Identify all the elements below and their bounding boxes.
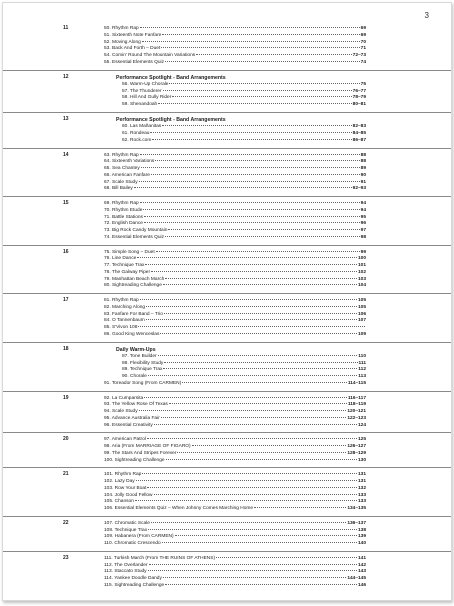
entry-pages: 146 — [357, 582, 366, 588]
entry-pages: 69 — [360, 26, 366, 31]
entry-pages: 125 — [357, 437, 366, 443]
entry-pages: 94 — [360, 207, 366, 213]
lesson-entries — [104, 555, 366, 589]
dot-leader — [155, 157, 359, 161]
lesson-number: 11 — [63, 25, 69, 31]
entry-pages: 71 — [360, 46, 366, 52]
entry-pages: 70 — [360, 39, 366, 45]
entry-title: 87. Tone Builder — [122, 353, 157, 359]
entry-title: 100. Sightreading Challenge — [104, 457, 165, 463]
entry-title: 92. La Cumparsita — [104, 395, 144, 401]
entry-title: 85. S'Vivon 108 — [104, 325, 138, 331]
lesson-number: 13 — [63, 115, 69, 122]
entry-pages: 102 — [357, 269, 366, 275]
entry-pages: 88 — [360, 152, 366, 158]
group-title: Performance Spotlight - Band Arrangements — [116, 116, 226, 123]
entry-pages: 88 — [360, 159, 366, 165]
lesson-number: 22 — [63, 519, 69, 526]
entry-title: 84. O Tannenbaum — [104, 318, 145, 324]
entry-title: 114. Yankee Doodle Dandy — [104, 576, 162, 582]
dot-leader — [162, 31, 359, 35]
entry-pages: 141 — [357, 555, 366, 561]
entry-pages: 98 — [360, 234, 366, 240]
entry-pages: 99 — [360, 249, 366, 255]
lesson-section — [3, 113, 451, 149]
lesson-section — [3, 71, 451, 113]
page-number: 3 — [424, 11, 429, 20]
lesson-entries — [104, 471, 366, 512]
lesson-number: 21 — [63, 471, 69, 478]
entry-pages: 134–135 — [347, 506, 366, 512]
dot-leader — [146, 316, 357, 320]
dot-leader — [165, 233, 360, 237]
entry-pages: 131 — [357, 479, 366, 485]
dot-leader — [143, 206, 359, 210]
entry-pages: 78–79 — [352, 95, 366, 101]
dot-leader — [164, 359, 357, 363]
dot-leader — [254, 504, 346, 508]
entry-title: 78. The Galway Piper — [104, 269, 151, 275]
dot-leader — [150, 129, 351, 133]
entry-title: 108. Technique Trax — [104, 527, 148, 533]
entry-title: 115. Sightreading Challenge — [104, 582, 165, 588]
dot-leader — [135, 497, 357, 501]
entry-pages: 133 — [357, 499, 366, 505]
entry-title: 81. Rhythm Rap — [104, 298, 139, 304]
entry-title: 55. Essential Elements Quiz — [104, 59, 164, 65]
entry-title: 82. Marching Along — [104, 304, 146, 310]
dot-leader — [165, 58, 360, 62]
entry-title: 54. Comin' Round The Mountain Variations — [104, 53, 196, 58]
entry-pages: 76–77 — [352, 88, 366, 94]
lesson-section — [3, 343, 451, 392]
entry-pages: 97 — [360, 228, 366, 234]
entry-pages: 120–121 — [347, 409, 366, 415]
entry-title: 94. Scale Study — [104, 409, 138, 415]
toc-entry — [104, 582, 366, 589]
entry-title: 79. Manhattan Beach March — [104, 276, 165, 282]
dot-leader — [149, 561, 357, 565]
entry-title: 91. Toreador Song (From CARMEN) — [104, 380, 182, 386]
lesson-section — [3, 392, 451, 434]
toc-entry — [104, 380, 366, 387]
entry-title: 68. Bill Bailey — [104, 186, 133, 192]
dot-leader — [144, 213, 360, 217]
entry-pages: 136–137 — [347, 520, 366, 526]
entry-title: 96. Essential Creativity — [104, 422, 153, 428]
dot-leader — [172, 93, 351, 97]
dot-leader — [154, 421, 357, 425]
lesson-section — [3, 22, 451, 71]
entry-title: 71. Battle Stations — [104, 214, 143, 220]
entry-title: 97. American Patrol — [104, 437, 146, 443]
group-title: Daily Warm-Ups — [116, 346, 156, 353]
toc-entry — [104, 59, 366, 66]
dot-leader — [158, 100, 351, 104]
table-of-contents — [3, 22, 451, 593]
entry-pages: 126–127 — [347, 444, 366, 450]
dot-leader — [148, 567, 357, 571]
dot-leader — [148, 526, 357, 530]
lesson-section — [3, 246, 451, 295]
dot-leader — [169, 400, 347, 404]
dot-leader — [148, 372, 357, 376]
entry-title: 110. Chromatic Crescendo — [104, 541, 161, 547]
entry-pages: 90 — [360, 172, 366, 178]
entry-title: 62. Rock.com — [122, 137, 152, 143]
entry-title: 98. Aria (From MARRIAGE OF FIGARO) — [104, 444, 191, 450]
dot-leader — [156, 248, 360, 252]
lesson-number: 19 — [63, 394, 69, 401]
entry-pages: 109 — [357, 331, 366, 337]
entry-pages: 110 — [358, 353, 366, 359]
entry-title: 89. Technique Trax — [122, 367, 163, 373]
entry-pages: 143 — [357, 569, 366, 575]
entry-title: 73. Big Rock Candy Mountain — [104, 228, 168, 234]
entry-pages: 128–129 — [347, 450, 366, 456]
dot-leader — [139, 407, 347, 411]
entry-title: 106. Essential Elements Quiz – When Johnny Comes Marching Home — [104, 506, 254, 512]
entry-title: 69. Rhythm Rap — [104, 201, 139, 207]
lesson-entries — [104, 75, 366, 108]
entry-title: 74. Essential Elements Quiz — [104, 234, 164, 240]
entry-pages: 124 — [357, 422, 366, 428]
toc-entry — [104, 137, 366, 144]
dot-leader — [165, 275, 357, 279]
entry-title: 111. Turkish March (From THE RUINS OF ATHENS) — [104, 555, 216, 561]
entry-title: 50. Rhythm Rap — [104, 26, 139, 31]
entry-title: 105. Chanson — [104, 499, 134, 505]
dot-leader — [151, 268, 357, 272]
lesson-section — [3, 294, 451, 343]
toc-entry — [104, 101, 366, 108]
entry-title: 90. Chorale — [122, 374, 147, 380]
entry-title: 107. Chromatic Scale — [104, 520, 150, 526]
entry-pages: 116–117 — [347, 395, 366, 401]
entry-title: 104. Jolly Good Fellow — [104, 492, 153, 498]
lesson-number: 17 — [63, 297, 69, 304]
entry-pages: 142 — [357, 562, 366, 568]
dot-leader — [161, 44, 359, 48]
dot-leader — [144, 219, 360, 223]
entry-pages: 140 — [357, 541, 366, 547]
entry-title: 76. Line Dance — [104, 256, 137, 262]
entry-pages: 101 — [357, 263, 366, 269]
dot-leader — [161, 414, 347, 418]
entry-title: 70. Rhythm Etude — [104, 207, 143, 213]
dot-leader — [136, 477, 357, 481]
entry-pages: 118–119 — [347, 402, 366, 408]
entry-pages: 112 — [358, 367, 366, 373]
dot-leader — [163, 365, 357, 369]
entry-pages: 74 — [360, 59, 366, 65]
entry-pages: 111 — [358, 360, 366, 366]
toc-entry — [104, 331, 366, 338]
dot-leader — [182, 379, 347, 383]
dot-leader — [166, 456, 357, 460]
dot-leader — [162, 539, 357, 543]
lesson-entries — [104, 249, 366, 290]
dot-leader — [168, 226, 359, 230]
dot-leader — [152, 136, 351, 140]
lesson-number: 12 — [63, 73, 69, 80]
lesson-section — [3, 468, 451, 517]
dot-leader — [151, 171, 360, 175]
entry-pages: 138 — [357, 527, 366, 533]
dot-leader — [163, 281, 357, 285]
toc-entry — [104, 234, 366, 241]
dot-leader — [160, 330, 357, 334]
group-title: Performance Spotlight - Band Arrangements — [116, 74, 226, 81]
entry-title: 51. Sixteenth Note Fanfare — [104, 32, 162, 38]
lesson-section — [3, 197, 451, 246]
toc-entry — [104, 540, 366, 547]
toc-entry — [104, 505, 366, 512]
lesson-number: 18 — [63, 345, 69, 352]
book-page — [2, 2, 452, 601]
entry-pages: 133 — [357, 492, 366, 498]
entry-pages: 82–83 — [352, 124, 366, 130]
dot-leader — [147, 484, 357, 488]
entry-title: 77. Technique Trax — [104, 263, 145, 269]
lesson-entries — [104, 520, 366, 547]
toc-entry — [104, 185, 366, 192]
entry-title: 103. Row Your Boat — [104, 485, 147, 491]
entry-title: 95. Advance Australia Fair — [104, 415, 160, 421]
dot-leader — [138, 323, 365, 327]
entry-title: 67. Scale Study — [104, 179, 138, 185]
entry-title: 58. Hill And Gully Rider — [122, 95, 172, 101]
entry-title: 88. Flexibility Study — [122, 360, 164, 366]
dot-leader — [145, 261, 357, 265]
entry-title: 64. Sixteenth Variations — [104, 159, 155, 165]
dot-leader — [141, 164, 360, 168]
entry-title: 113. Staccato Study — [104, 569, 147, 575]
entry-title: 59. Shenandoah — [122, 102, 158, 108]
lesson-entries — [104, 25, 366, 66]
dot-leader — [134, 184, 352, 188]
entry-pages: 103 — [357, 276, 366, 282]
dot-leader — [140, 24, 360, 28]
entry-pages: 105 — [357, 304, 366, 310]
lesson-section — [3, 552, 451, 593]
toc-entry — [104, 282, 366, 289]
entry-title: 99. The Stars And Stripes Forever — [104, 450, 177, 456]
entry-title: 112. The Overlander — [104, 562, 148, 568]
dot-leader — [164, 310, 357, 314]
entry-title: 57. The Thunderer — [122, 88, 162, 94]
dot-leader — [154, 491, 357, 495]
lesson-entries — [104, 200, 366, 241]
entry-pages: 114–115 — [347, 380, 366, 386]
entry-pages: 105 — [357, 298, 366, 304]
entry-title: 65. Sea Chantey — [104, 166, 140, 172]
entry-title: 52. Moving Along — [104, 39, 141, 45]
entry-pages: 91 — [360, 179, 366, 185]
entry-title: 66. American Fanfare — [104, 172, 150, 178]
lesson-entries — [104, 347, 366, 387]
entry-pages: 132 — [357, 485, 366, 491]
entry-title: 80. Sightreading Challenge — [104, 283, 162, 289]
dot-leader — [163, 574, 346, 578]
entry-pages: 139 — [357, 534, 366, 540]
entry-title: 86. Good King Wenceslas — [104, 331, 160, 337]
lesson-entries — [104, 395, 366, 429]
lesson-entries — [104, 152, 366, 193]
entry-title: 101. Rhythm Rap — [104, 472, 142, 478]
lesson-section — [3, 149, 451, 198]
entry-pages: 80–81 — [352, 102, 366, 108]
dot-leader — [140, 151, 360, 155]
dot-leader — [163, 87, 352, 91]
dot-leader — [162, 122, 351, 126]
entry-title: 75. Simple Song – Duet — [104, 249, 155, 255]
lesson-section — [3, 517, 451, 552]
entry-title: 72. English Dance — [104, 221, 143, 227]
dot-leader — [169, 80, 359, 84]
entry-pages: 100 — [357, 256, 366, 262]
dot-leader — [151, 519, 346, 523]
lesson-entries — [104, 297, 366, 338]
dot-leader — [137, 254, 357, 258]
entry-pages: 106 — [357, 311, 366, 317]
entry-title: 63. Rhythm Rap — [104, 152, 139, 158]
dot-leader — [140, 199, 360, 203]
lesson-entries — [104, 436, 366, 463]
dot-leader — [139, 178, 360, 182]
entry-pages: 122–123 — [347, 415, 366, 421]
dot-leader — [140, 296, 357, 300]
lesson-number: 15 — [63, 200, 69, 207]
entry-title: 102. Lazy Day — [104, 479, 135, 485]
entry-pages: 104 — [357, 283, 366, 289]
entry-title: 93. The Yellow Rose Of Texas — [104, 402, 168, 408]
dot-leader — [196, 51, 352, 55]
entry-pages: 84–85 — [352, 131, 366, 137]
lesson-number: 23 — [63, 554, 69, 561]
lesson-number: 20 — [63, 436, 69, 443]
dot-leader — [142, 470, 357, 474]
entry-pages: 130 — [357, 457, 366, 463]
dot-leader — [142, 38, 360, 42]
entry-pages: 107 — [357, 318, 366, 324]
dot-leader — [192, 442, 347, 446]
entry-pages: 96 — [360, 221, 366, 227]
toc-entry — [104, 422, 366, 429]
entry-title: 61. Rondeau — [122, 131, 150, 137]
entry-title: 53. Back And Forth – Duet — [104, 46, 161, 52]
dot-leader — [177, 449, 346, 453]
entry-pages: 113 — [358, 374, 366, 380]
dot-leader — [216, 554, 357, 558]
entry-pages: 69 — [360, 32, 366, 38]
dot-leader — [146, 303, 357, 307]
dot-leader — [158, 352, 358, 356]
entry-pages: 72–73 — [352, 53, 366, 58]
entry-pages: 94 — [360, 201, 366, 207]
lesson-number: 16 — [63, 248, 69, 255]
lesson-section — [3, 433, 451, 468]
lesson-entries — [104, 117, 366, 144]
dot-leader — [144, 394, 347, 398]
entry-pages: 89 — [360, 166, 366, 172]
entry-title: 56. Warm-Up Chorale — [122, 81, 169, 87]
entry-title: 109. Habanera (From CARMEN) — [104, 534, 174, 540]
dot-leader — [147, 435, 357, 439]
entry-title: 83. Fanfare For Band – Trio — [104, 311, 163, 317]
dot-leader — [175, 532, 357, 536]
toc-entry — [104, 457, 366, 464]
entry-pages: 131 — [357, 472, 366, 478]
entry-pages: 92–93 — [352, 186, 366, 192]
lesson-number: 14 — [63, 151, 69, 158]
entry-pages: 144–145 — [347, 576, 366, 582]
entry-pages: 95 — [360, 214, 366, 220]
entry-pages: 86–87 — [352, 137, 366, 143]
dot-leader — [165, 581, 357, 585]
entry-title: 60. Las Mañanitas — [122, 124, 162, 130]
entry-pages: 75 — [360, 81, 366, 87]
